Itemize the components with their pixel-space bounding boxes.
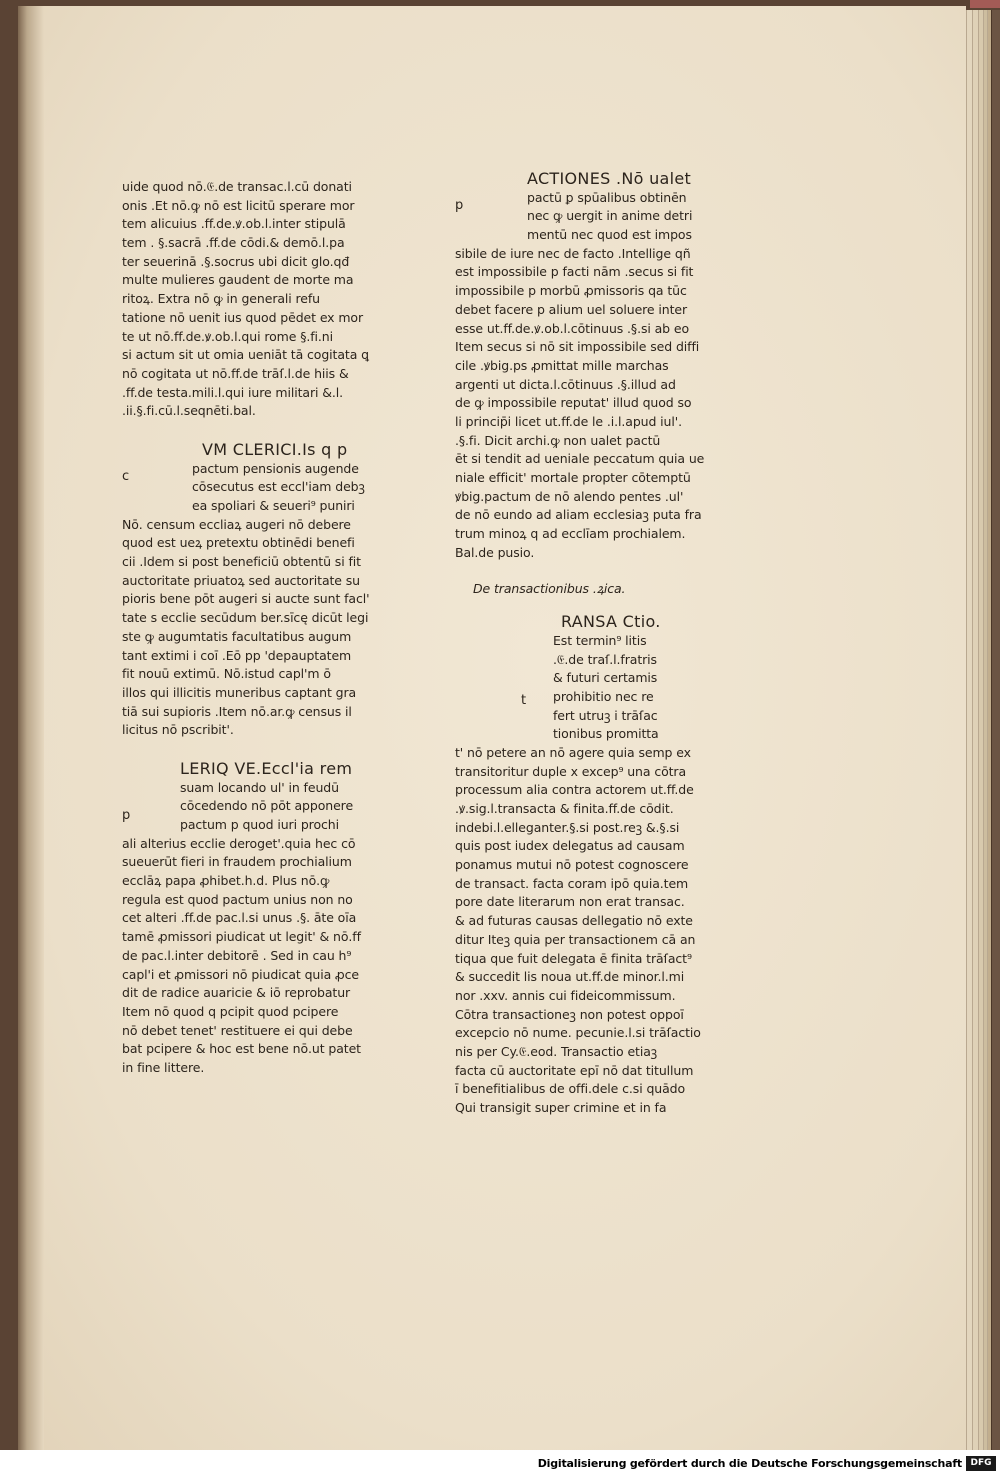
text-line: tamē ꝓmissori piudicat ut legit' & nō.ff	[122, 929, 361, 945]
text-line: nis per Cy.𝔈.eod. Transactio etiaꝫ	[455, 1043, 658, 1059]
text-line: capl'i et ꝓmissori nō piudicat quia ꝓce	[122, 966, 359, 982]
book-cover-edge	[991, 10, 1000, 1450]
text-line: nō debet tenet' restituere ei qui debe	[122, 1022, 353, 1038]
text-line: illos qui illicitis muneribus captant gra	[122, 684, 357, 700]
left-paragraph-3	[122, 760, 372, 1078]
text-line: de pac.l.inter debitorē . Sed in cau h⁹	[122, 947, 352, 963]
text-line: mentū nec quod est impos	[527, 227, 692, 243]
page-gutter-shadow	[18, 6, 44, 1450]
text-line: cet alteri .ff.de pac.l.si unus .§. āte oīa	[122, 910, 357, 926]
right-text-column	[455, 170, 715, 1118]
text-line: fit nouū extimū. Nō.istud capl'm ō	[122, 666, 331, 682]
text-line: tionibus promitta	[553, 726, 659, 742]
text-line: ꝟbig.pactum de nō alendo pentes .ul'	[455, 488, 684, 504]
text-line: pore date literarum non erat transac.	[455, 894, 685, 910]
text-line: Qui transigit super crimine et in fa	[455, 1100, 667, 1115]
text-line: de nō eundo ad aliam ecclesiaꝫ puta fra	[455, 507, 702, 523]
text-line: niale efficit' mortale propter cōtemptū	[455, 470, 691, 485]
text-line: t' nō petere an nō agere quia semp ex	[455, 744, 691, 760]
text-line: impossibile p morbū ꝓmissoris qa tūc	[455, 283, 687, 299]
text-line: ditur Iteꝫ quia per transactionem cā an	[455, 931, 696, 947]
text-line: & ad futuras causas dellegatio nō exte	[455, 913, 693, 929]
text-line: uide quod nō.𝔈.de transac.l.cū donati	[122, 179, 352, 194]
initial-placeholder: t	[521, 693, 526, 709]
text-line: .ii.§.fi.cū.l.seqnēti.bal.	[122, 403, 256, 419]
text-line: tatione nō uenit ius quod pēdet ex mor	[122, 309, 364, 325]
text-line: licitus nō pscribit'.	[122, 722, 234, 738]
text-line: indebi.l.elleganter.§.si post.reꝫ &.§.si	[455, 819, 680, 835]
section-heading: De transactionibus .ꝝica.	[473, 581, 626, 597]
text-line: ali alterius ecclie deroget'.quia hec cō	[122, 835, 356, 851]
text-line: tant extimi i coī .Eō pp 'depauptatem	[122, 647, 352, 663]
text-line: ecclāꝝ papa ꝓhibet.h.d. Plus nō.ꝙ	[122, 873, 330, 889]
text-line: debet facere p alium uel soluere inter	[455, 301, 688, 317]
text-line: transitoritur duple x excep⁹ una cōtra	[455, 763, 687, 779]
text-line: .ꝟ.sig.l.transacta & finita.ff.de cōdit.	[455, 801, 674, 816]
text-line: pioris bene pōt augeri si aucte sunt facl'	[122, 591, 370, 607]
text-line: quod est ueꝝ pretextu obtinēdi benefi	[122, 535, 355, 551]
text-line: ste ꝙ augumtatis facultatibus augum	[122, 628, 352, 644]
text-line: Item nō quod q pcipit quod pcipere	[122, 1003, 339, 1019]
text-line: facta cū auctoritate epī nō dat titullum	[455, 1062, 694, 1078]
text-line: ēt si tendit ad ueniale peccatum quia ue	[455, 451, 705, 467]
text-line: Est termin⁹ litis	[553, 632, 647, 648]
text-line: pactum p quod iuri prochi	[180, 817, 339, 832]
text-line: quis post iudex delegatus ad causam	[455, 838, 685, 854]
book-cover-corner	[970, 0, 1000, 8]
text-line: cōcedendo nō pōt apponere	[180, 798, 354, 814]
text-line: nō cogitata ut nō.ff.de trāſ.l.de hiis &	[122, 365, 349, 381]
paragraph-heading: ACTIONES .Nō ualet	[527, 169, 692, 188]
left-text-column	[122, 178, 372, 1078]
text-line: sibile de iure nec de facto .Intellige qñ	[455, 245, 691, 261]
paragraph-heading: VM CLERICI.Is q p	[202, 439, 348, 459]
paragraph-heading: RANSA Ctio.	[561, 612, 661, 632]
left-paragraph-1	[122, 178, 372, 421]
footer-bar	[0, 1450, 1000, 1478]
footer-funding-note: Digitalisierung gefördert durch die Deutsche Forschungsgemeinschaft	[537, 1457, 962, 1470]
text-line: cile .ꝟbig.ps ꝓmittat mille marchas	[455, 357, 669, 373]
text-line: Cōtra transactioneꝫ non potest oppoī	[455, 1006, 684, 1022]
text-line: .ff.de testa.mili.l.qui iure militari &.l.	[122, 384, 344, 400]
initial-placeholder: p	[455, 198, 464, 213]
text-line: Bal.de pusio.	[455, 544, 535, 560]
text-line: tem alicuius .ff.de.ꝟ.ob.l.inter stipulā	[122, 216, 346, 232]
text-line: regula est quod pactum unius non no	[122, 891, 353, 907]
text-line: Item secus si nō sit impossibile sed diffi	[455, 339, 700, 355]
text-line: tate s ecclie secūdum ber.sīcę dicūt legi	[122, 610, 369, 626]
text-line: argenti ut dicta.l.cōtinuus .§.illud ad	[455, 376, 676, 392]
text-line: ponamus mutui nō potest cognoscere	[455, 857, 689, 873]
text-line: dit de radice auaricie & iō reprobatur	[122, 985, 351, 1001]
text-line: & succedit lis noua ut.ff.de minor.l.mi	[455, 969, 685, 985]
text-line: cōsecutus est eccl'iam debꝫ	[192, 479, 365, 495]
text-line: fert utruꝫ i trāſac	[553, 707, 658, 723]
initial-placeholder: p	[122, 807, 131, 823]
paragraph-heading: LERIQ VE.Eccl'ia rem	[180, 758, 353, 778]
text-line: tiqua que fuit delegata ē finita trāſact⁹	[455, 950, 692, 966]
text-line: .§.fi. Dicit archi.ꝙ non ualet pactū	[455, 432, 661, 448]
text-line: esse ut.ff.de.ꝟ.ob.l.cōtinuus .§.si ab eo	[455, 320, 690, 336]
text-line: pactū ꝑ spūalibus obtinēn	[527, 189, 687, 205]
text-line: Nō. censum eccliaꝝ augeri nō debere	[122, 516, 351, 532]
text-line: in fine littere.	[122, 1059, 205, 1075]
initial-placeholder: c	[122, 468, 130, 484]
right-paragraph-1	[455, 170, 715, 562]
text-line: te ut nō.ff.de.ꝟ.ob.l.qui rome §.fi.ni	[122, 328, 333, 344]
text-line: ī benefitialibus de offi.dele c.si quādo	[455, 1081, 686, 1097]
left-paragraph-2	[122, 441, 372, 740]
text-line: tem . §.sacrā .ff.de cōdi.& demō.l.pa	[122, 235, 345, 251]
text-line: tiā sui supioris .Item nō.ar.ꝙ census il	[122, 703, 352, 719]
text-line: excepcio nō nume. pecunie.l.si trāſactio	[455, 1025, 701, 1041]
text-line: multe mulieres gaudent de morte ma	[122, 272, 354, 288]
text-line: processum alia contra actorem ut.ff.de	[455, 782, 694, 798]
text-line: cii .Idem si post beneficiū obtentū si fit	[122, 554, 361, 570]
text-line: suam locando ul' in feudū	[180, 779, 339, 795]
text-line: est impossibile p facti nām .secus si fit	[455, 264, 694, 280]
text-line: ter seuerinā .§.socrus ubi dicit glo.qđ	[122, 253, 350, 269]
text-line: sueuerūt fieri in fraudem prochialium	[122, 854, 352, 870]
text-line: trum minoꝝ q ad ecclīam prochialem.	[455, 526, 686, 542]
text-line: onis .Et nō.ꝙ nō est licitū sperare mor	[122, 197, 355, 213]
right-paragraph-2	[455, 613, 715, 1118]
text-line: ritoꝝ. Extra nō ꝙ in generali refu	[122, 291, 321, 307]
text-line: .𝔈.de traſ.l.fratris	[553, 651, 657, 667]
text-line: de transact. facta coram ipō quia.tem	[455, 875, 689, 891]
text-line: & futuri certamis	[553, 670, 658, 686]
text-line: nec ꝙ uergit in anime detri	[527, 208, 693, 224]
text-line: de ꝙ impossibile reputat' illud quod so	[455, 395, 692, 411]
text-line: prohibitio nec re	[553, 688, 654, 704]
text-line: auctoritate priuatoꝝ sed auctoritate su	[122, 572, 361, 588]
dfg-logo: DFG	[966, 1456, 996, 1471]
text-line: si actum sit ut omia ueniāt tā cogitata ꝗ	[122, 347, 369, 363]
text-line: bat pcipere & hoc est bene nō.ut patet	[122, 1041, 361, 1057]
text-line: li princip̄i licet ut.ff.de le .i.l.apud iul'.	[455, 413, 682, 429]
text-line: nor .xxv. annis cui fideicommissum.	[455, 987, 676, 1003]
text-line: ea spoliari & seueri⁹ puniri	[192, 498, 355, 513]
text-line: pactum pensionis augende	[192, 460, 359, 476]
